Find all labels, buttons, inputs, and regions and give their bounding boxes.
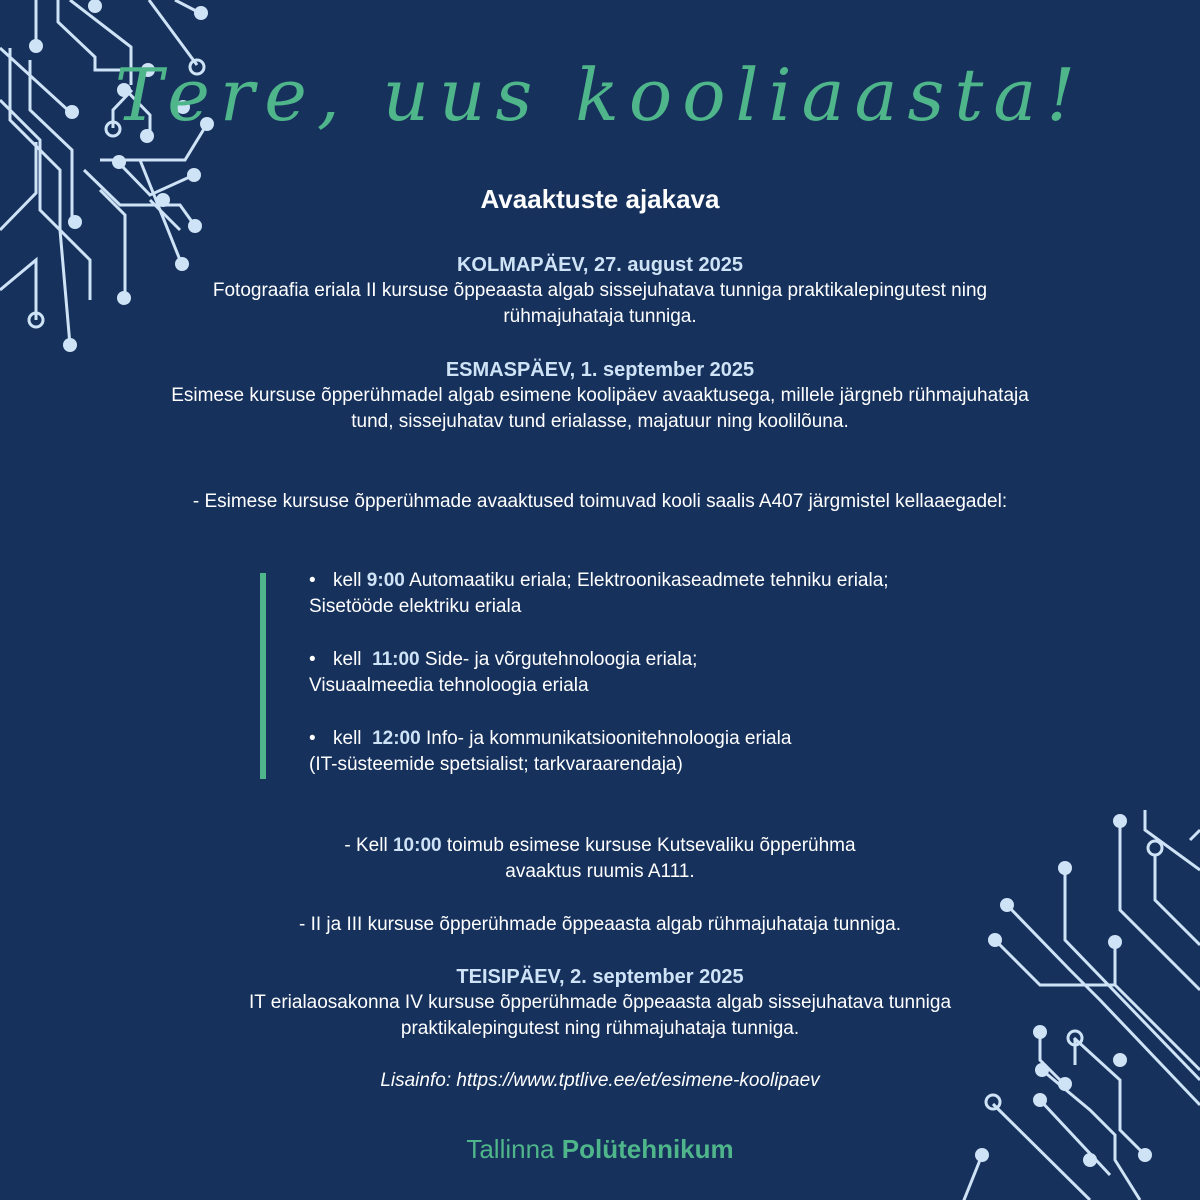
schedule-item-2-line1 <box>309 647 1029 673</box>
schedule-item-2-line2: Visuaalmeedia tehnoloogia eriala <box>309 675 589 696</box>
school-logo <box>0 1134 1200 1165</box>
dash-line-2-time: 10:00 <box>392 835 442 856</box>
schedule-item-2-text: Side- ja võrgutehnoloogia eriala; <box>424 649 698 670</box>
bullet-icon: • <box>309 728 316 749</box>
bullet-icon: • <box>309 649 316 670</box>
logo-part1: Tallinna <box>466 1134 555 1164</box>
schedule-item-2-prefix: kell <box>333 649 362 670</box>
schedule-item-1-text: Automaatiku eriala; Elektroonikaseadmete tehniku eriala; <box>409 570 889 591</box>
schedule-item-3-line2: (IT-süsteemide spetsialist; tarkvaraarendaja) <box>309 754 683 775</box>
bullet-icon: • <box>309 570 316 591</box>
schedule-item-3-time: 12:00 <box>372 728 421 749</box>
day3-line1: IT erialaosakonna IV kursuse õpperühmade õppeaasta algab sissejuhatava tunniga <box>248 992 952 1013</box>
logo-part2: Polütehnikum <box>561 1134 734 1164</box>
schedule-item-1-time: 9:00 <box>366 570 405 591</box>
schedule-item-3-line1 <box>309 726 1029 752</box>
dash-line-1: - Esimese kursuse õpperühmade avaaktused toimuvad kooli saalis A407 järgmistel kellaaegadel: <box>192 491 1008 512</box>
schedule-item-3-text: Info- ja kommunikatsioonitehnoloogia eriala <box>425 728 792 749</box>
schedule-accent-bar <box>260 573 266 779</box>
schedule-item-3-prefix: kell <box>333 728 362 749</box>
schedule-item-3 <box>309 726 1029 778</box>
dash-line-2 <box>0 833 1200 885</box>
day2-line1: Esimese kursuse õpperühmadel algab esimene koolipäev avaaktusega, millele järgneb rühmajuhataja <box>171 385 1029 406</box>
day2-line2: tund, sissejuhatav tund erialasse, majatuur ning koolilõuna. <box>351 411 849 432</box>
day3-section <box>0 964 1200 1042</box>
day1-section <box>0 252 1200 330</box>
day3-line2: praktikalepingutest ning rühmajuhataja tunniga. <box>400 1018 800 1039</box>
day1-line1: Fotograafia eriala II kursuse õppeaasta algab sissejuhatava tunniga praktikalepingutest ning <box>212 280 988 301</box>
schedule-heading: Avaaktuste ajakava <box>480 184 720 214</box>
day1-heading: KOLMAPÄEV, 27. august 2025 <box>456 254 744 276</box>
schedule-item-1-prefix: kell <box>333 570 362 591</box>
dash-line-2-row1 <box>0 833 1200 859</box>
dash-line-3: - II ja III kursuse õpperühmade õppeaasta algab rühmajuhataja tunniga. <box>298 914 902 935</box>
script-title: Tere, uus kooliaasta! <box>114 53 1086 137</box>
more-info-link[interactable]: Lisainfo: https://www.tptlive.ee/et/esimene-koolipaev <box>380 1070 820 1091</box>
day2-heading: ESMASPÄEV, 1. september 2025 <box>445 359 755 381</box>
dash-line-2-row2: avaaktus ruumis A111. <box>505 861 695 882</box>
day2-section <box>0 357 1200 435</box>
schedule-item-1-line1 <box>309 568 1029 594</box>
schedule-item-1 <box>309 568 1029 620</box>
dash-line-2-text: toimub esimese kursuse Kutsevaliku õpperühma <box>446 835 856 856</box>
dash-line-2-prefix: - Kell <box>344 835 388 856</box>
day3-heading: TEISIPÄEV, 2. september 2025 <box>456 966 744 988</box>
schedule-item-2 <box>309 647 1029 699</box>
day1-line2: rühmajuhataja tunniga. <box>503 306 697 327</box>
schedule-item-2-time: 11:00 <box>372 649 420 670</box>
schedule-item-1-line2: Sisetööde elektriku eriala <box>309 596 522 617</box>
